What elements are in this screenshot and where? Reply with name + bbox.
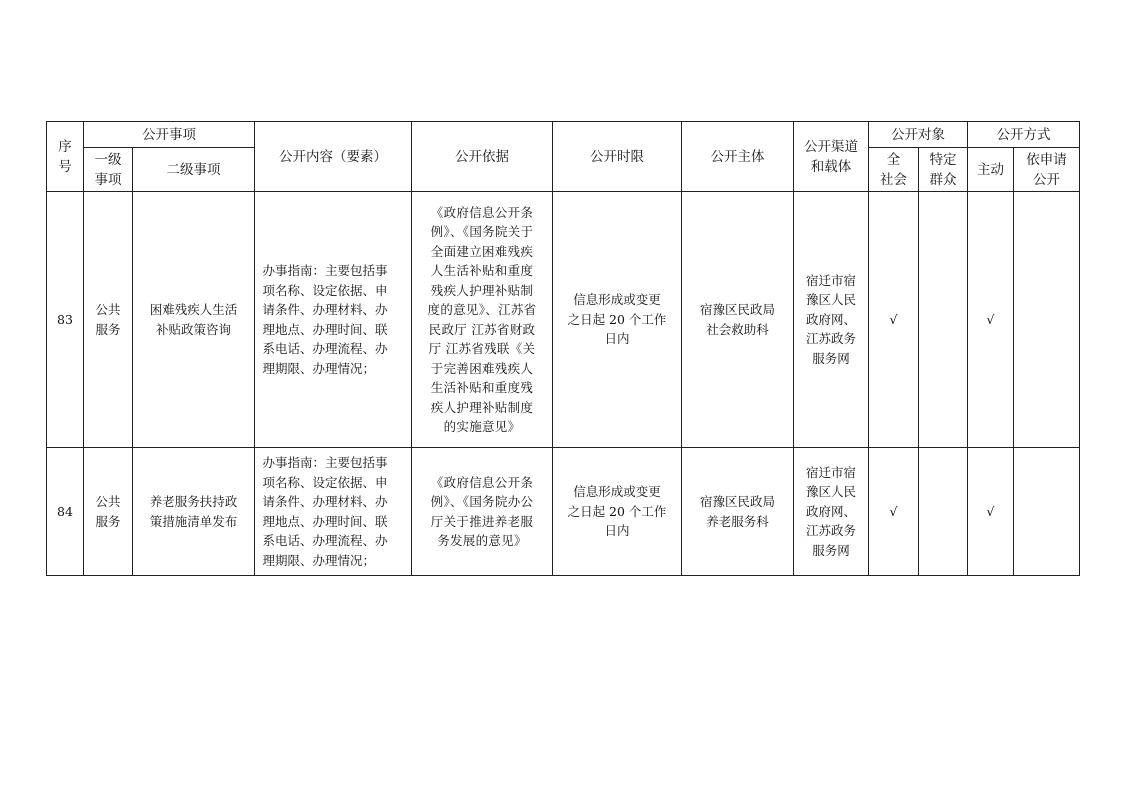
header-content: 公开内容（要素）	[255, 122, 412, 192]
table-row	[47, 448, 1080, 576]
header-subject: 公开主体	[682, 122, 794, 192]
header-level1: 一级 事项	[84, 148, 133, 192]
row-method-active-check: √	[968, 448, 1014, 576]
row-subject: 宿豫区民政局 社会救助科	[682, 192, 794, 448]
row-level2: 困难残疾人生活 补贴政策咨询	[133, 192, 255, 448]
row-method-request-check	[1014, 192, 1080, 448]
row-channel: 宿迁市宿 豫区人民 政府网、 江苏政务 服务网	[794, 448, 869, 576]
row-time-limit: 信息形成或变更 之日起 20 个工作 日内	[553, 192, 682, 448]
row-target-all-check: √	[869, 192, 919, 448]
row-level1: 公共 服务	[84, 448, 133, 576]
row-target-specific-check	[919, 448, 968, 576]
header-level2: 二级事项	[133, 148, 255, 192]
disclosure-table	[46, 121, 1080, 576]
row-basis: 《政府信息公开条 例》、《国务院关于 全面建立困难残疾 人生活补贴和重度 残疾人护理补贴制 度的意见》、江苏省 民政厅 江苏省财政 厅 江苏省残联《关 于完善困难残疾人 生活补贴和重度残 疾人护理补贴制度 的实施意见》	[412, 192, 553, 448]
row-subject: 宿豫区民政局 养老服务科	[682, 448, 794, 576]
header-target-group: 公开对象	[869, 122, 968, 148]
row-content: 办事指南：主要包括事 项名称、设定依据、申 请条件、办理材料、办 理地点、办理时间、联 系电话、办理流程、办 理期限、办理情况；	[255, 192, 412, 448]
header-seq: 序 号	[47, 122, 84, 192]
row-channel: 宿迁市宿 豫区人民 政府网、 江苏政务 服务网	[794, 192, 869, 448]
header-method-group: 公开方式	[968, 122, 1080, 148]
table-row	[47, 192, 1080, 448]
header-method-active: 主动	[968, 148, 1014, 192]
header-items-group: 公开事项	[84, 122, 255, 148]
header-time-limit: 公开时限	[553, 122, 682, 192]
row-method-active-check: √	[968, 192, 1014, 448]
row-content: 办事指南：主要包括事 项名称、设定依据、申 请条件、办理材料、办 理地点、办理时间、联 系电话、办理流程、办 理期限、办理情况；	[255, 448, 412, 576]
row-target-specific-check	[919, 192, 968, 448]
header-channel: 公开渠道 和载体	[794, 122, 869, 192]
row-level1: 公共 服务	[84, 192, 133, 448]
header-target-specific: 特定 群众	[919, 148, 968, 192]
header-row-1	[47, 122, 1080, 148]
row-seq: 83	[47, 192, 84, 448]
header-basis: 公开依据	[412, 122, 553, 192]
row-method-request-check	[1014, 448, 1080, 576]
header-method-request: 依申请 公开	[1014, 148, 1080, 192]
row-seq: 84	[47, 448, 84, 576]
header-target-all: 全 社会	[869, 148, 919, 192]
row-target-all-check: √	[869, 448, 919, 576]
row-level2: 养老服务扶持政 策措施清单发布	[133, 448, 255, 576]
row-time-limit: 信息形成或变更 之日起 20 个工作 日内	[553, 448, 682, 576]
row-basis: 《政府信息公开条 例》、《国务院办公 厅关于推进养老服 务发展的意见》	[412, 448, 553, 576]
